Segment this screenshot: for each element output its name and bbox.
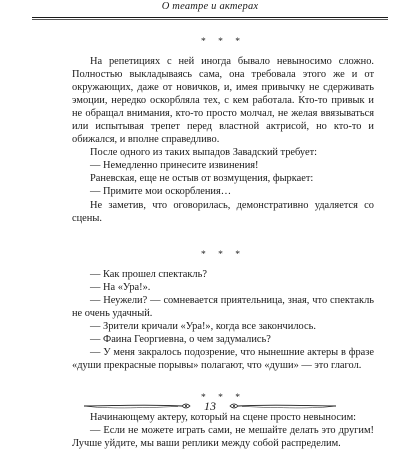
dialogue-line: — Примите мои оскорбления… bbox=[90, 186, 232, 198]
page-body bbox=[72, 36, 374, 450]
header-rule-thin bbox=[32, 19, 388, 20]
page-footer bbox=[0, 396, 420, 416]
section-separator: * * * bbox=[201, 37, 245, 47]
section-separator: * * * bbox=[201, 392, 245, 403]
section-spacer bbox=[72, 372, 374, 392]
dialogue-line: — У меня закралось подозрение, что нынешние актеры в фразе «души прекрасные порывы» полагают, что «души» — это глагол. bbox=[72, 346, 374, 371]
paragraph: Начинающему актеру, который на сцене просто невыносим: bbox=[90, 411, 357, 423]
section-separator: * * * bbox=[201, 249, 245, 260]
dialogue-line: — Немедленно принесите извинения! bbox=[90, 160, 259, 172]
paragraph: После одного из таких выпадов Завадский требует: bbox=[90, 147, 318, 159]
dialogue-line: — Зрители кричали «Ура!», когда все закончилось. bbox=[90, 320, 316, 332]
paragraph: Раневская, еще не остыв от возмущения, фыркает: bbox=[90, 173, 314, 185]
running-header-title: О театре и актерах bbox=[161, 1, 259, 12]
running-header bbox=[0, 0, 420, 22]
section-spacer bbox=[72, 225, 374, 249]
header-rule bbox=[32, 17, 388, 18]
right-ornament-icon bbox=[228, 401, 338, 411]
page-number: 13 bbox=[204, 399, 216, 413]
dialogue-line: — Как прошел спектакль? bbox=[90, 268, 207, 280]
dialogue-line: — На «Ура!». bbox=[90, 281, 151, 293]
dialogue-line: — Если не можете играть сами, не мешайте делать это другим! Лучше уйдите, мы ваши реплики между собой распределим. bbox=[72, 425, 374, 450]
dialogue-line: — Фаина Георгиевна, о чем задумались? bbox=[90, 333, 271, 345]
dialogue-line: — Неужели? — сомневается приятельница, зная, что спектакль не очень удачный. bbox=[72, 294, 374, 319]
paragraph: Не заметив, что оговорилась, демонстративно удаляется со сцены. bbox=[72, 199, 374, 224]
paragraph: На репетициях с ней иногда бывало невыносимо сложно. Полностью выкладываясь сама, она требовала этого же и от окружающих, даже от новичков, и, имея привычку не сдерживать эмоции, нередко оскорбляла тех, с кем работала. Кто-то привык и не обращал внимания, кто-то просто молчал, не желая ввязываться или испытывая трепет перед властной актрисой, но кто-то и обижался, и вполне справедливо. bbox=[72, 56, 374, 146]
